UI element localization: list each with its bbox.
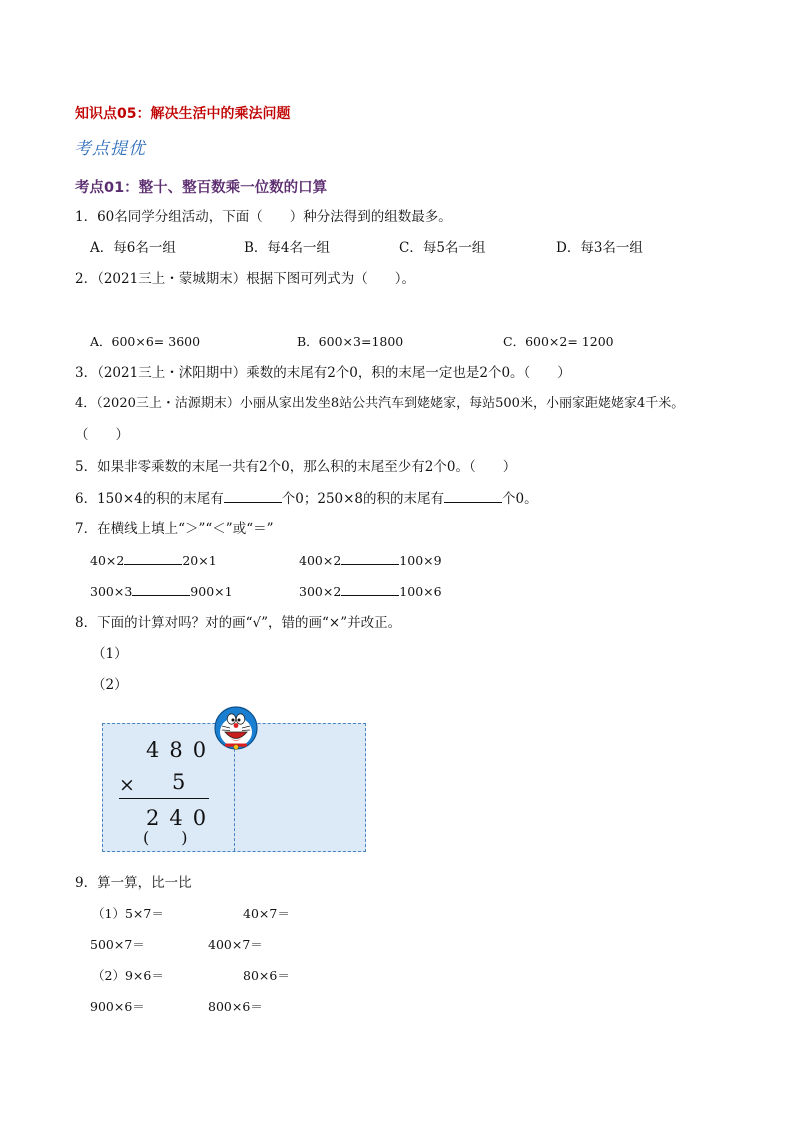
compare-right: 100×6 <box>399 584 442 599</box>
q9-item: 40×7＝ <box>243 906 290 921</box>
question-1-stem: 1．60名同学分组活动，下面（ ）种分法得到的组数最多。 <box>75 209 452 225</box>
calc-result: 240 <box>146 806 217 830</box>
question-1-option-a: A．每6名一组 <box>90 240 176 256</box>
calc-answer-paren[interactable]: ( ) <box>143 828 188 847</box>
calc-operator: × <box>119 774 135 796</box>
question-2-option-b: B．600×3=1800 <box>297 334 404 349</box>
question-6 <box>75 489 538 508</box>
q9-item: （2）9×6＝ <box>92 968 164 983</box>
compare-left: 400×2 <box>299 553 342 568</box>
question-2-stem: 2．（2021三上・蒙城期末）根据下图可列式为（ ）。 <box>75 271 415 287</box>
question-8-sub-2: （2） <box>92 677 128 693</box>
question-9-stem: 9．算一算，比一比 <box>75 875 192 891</box>
question-2-option-c: C．600×2= 1200 <box>503 334 614 349</box>
q9-item: 900×6＝ <box>90 999 145 1014</box>
compare-blank[interactable] <box>132 582 190 596</box>
question-4-line-1: 4．（2020三上・沽源期末）小丽从家出发坐8站公共汽车到姥姥家，每站500米，小丽家距姥姥家4千米。 <box>75 396 685 411</box>
subsection-label: 考点提优 <box>74 139 146 159</box>
compare-right: 100×9 <box>399 553 442 568</box>
question-7-stem: 7．在横线上填上“＞”“＜”或“＝” <box>75 521 274 537</box>
question-3: 3．（2021三上・沭阳期中）乘数的末尾有2个0，积的末尾一定也是2个0。（ ） <box>75 365 571 381</box>
compare-blank[interactable] <box>124 551 182 565</box>
question-8-stem: 8．下面的计算对吗？对的画“√”，错的画“×”并改正。 <box>75 615 402 631</box>
q9-item: 500×7＝ <box>90 937 145 952</box>
section-title: 知识点05：解决生活中的乘法问题 <box>75 106 291 122</box>
q9-item: （1）5×7＝ <box>92 906 164 921</box>
question-6-part-1: 6．150×4的积的末尾有 <box>75 491 224 507</box>
answer-blank[interactable] <box>224 489 282 503</box>
question-2-option-a: A．600×6= 3600 <box>90 334 201 349</box>
compare-blank[interactable] <box>341 582 399 596</box>
compare-item-3 <box>90 582 233 601</box>
compare-item-2 <box>299 551 442 570</box>
compare-left: 300×2 <box>299 584 342 599</box>
answer-blank[interactable] <box>444 489 502 503</box>
question-8-sub-1: （1） <box>92 646 128 662</box>
compare-right: 900×1 <box>190 584 233 599</box>
calc-multiplier: 5 <box>172 770 196 794</box>
question-6-part-2: 个0；250×8的积的末尾有 <box>281 491 445 507</box>
calc-rule <box>119 798 209 799</box>
mascot-face-icon <box>213 705 259 751</box>
question-5: 5．如果非零乘数的末尾一共有2个0，那么积的末尾至少有2个0。（ ） <box>75 459 517 475</box>
compare-item-1 <box>90 551 217 570</box>
compare-left: 300×3 <box>90 584 133 599</box>
question-4-answer-paren: （ ） <box>75 427 129 443</box>
question-1-option-b: B．每4名一组 <box>244 240 331 256</box>
compare-left: 40×2 <box>90 553 125 568</box>
compare-blank[interactable] <box>341 551 399 565</box>
question-1-option-c: C．每5名一组 <box>399 240 486 256</box>
q9-item: 80×6＝ <box>243 968 290 983</box>
q9-item: 400×7＝ <box>208 937 263 952</box>
q9-item: 800×6＝ <box>208 999 263 1014</box>
calc-top-number: 480 <box>146 738 217 762</box>
point-title: 考点01：整十、整百数乘一位数的口算 <box>75 180 328 196</box>
question-1-option-d: D．每3名一组 <box>556 240 643 256</box>
compare-right: 20×1 <box>182 553 217 568</box>
compare-item-4 <box>299 582 442 601</box>
question-6-part-3: 个0。 <box>502 491 538 507</box>
